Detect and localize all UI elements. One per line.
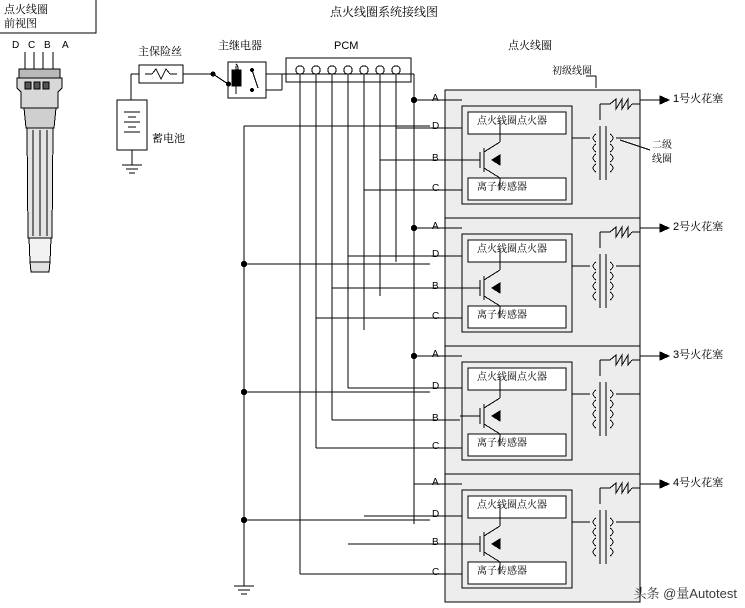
spark-plug-2-label: 2号火花塞 [673,221,724,233]
coil3-pin-c: C [432,441,440,452]
coil1-igniter-label: 点火线圈点火器 [477,116,547,127]
coil-block-1 [364,90,669,218]
coil2-igniter-label: 点火线圈点火器 [477,244,547,255]
spark-plug-4-label: 4号火花塞 [673,477,724,489]
main-relay-symbol [200,62,414,98]
battery-symbol [117,100,147,173]
coil1-pin-d: D [432,121,440,132]
coil2-pin-a: A [432,221,439,232]
main-fuse-label: 主保险丝 [138,46,182,58]
panel-title-line1: 点火线圈 [4,4,48,16]
secondary-coil-label-1: 二级 [652,140,672,151]
coil-block-4 [300,474,669,602]
watermark: 头条 @量Autotest [633,586,737,601]
coil-block-2 [316,218,669,346]
coil4-pin-d: D [432,509,440,520]
spark-plug-1-label: 1号火花塞 [673,93,724,105]
primary-coil-label: 初级线圈 [552,66,592,77]
secondary-coil-label-2: 线圈 [652,154,672,165]
spark-plug-3-label: 3号火花塞 [673,349,724,361]
connector-pin-b: B [44,40,51,51]
coil4-pin-a: A [432,477,439,488]
diagram-title: 点火线圈系统接线图 [330,5,439,19]
coil3-pin-b: B [432,413,439,424]
coil4-ion-sensor-label: 离子传感器 [477,566,527,577]
coil4-pin-c: C [432,567,440,578]
coil3-ion-sensor-label: 离子传感器 [477,438,527,449]
coil2-pin-b: B [432,281,439,292]
coil1-pin-a: A [432,93,439,104]
pcm-label: PCM [334,40,359,52]
coil-block-3 [316,346,669,474]
connector-illustration [17,52,62,272]
coil3-pin-a: A [432,349,439,360]
coil2-pin-d: D [432,249,440,260]
power-trunk [411,74,416,524]
coil2-pin-c: C [432,311,440,322]
coil3-pin-d: D [432,381,440,392]
coil1-ion-sensor-label: 离子传感器 [477,182,527,193]
coil1-pin-b: B [432,153,439,164]
coil1-pin-c: C [432,183,440,194]
connector-pin-c: C [28,40,36,51]
coil3-igniter-label: 点火线圈点火器 [477,372,547,383]
main-relay-label: 主继电器 [218,40,262,52]
panel-title-line2: 前视图 [4,18,37,30]
main-fuse-symbol [131,65,200,100]
connector-pin-d: D [12,40,20,51]
coil4-pin-b: B [432,537,439,548]
coil2-ion-sensor-label: 离子传感器 [477,310,527,321]
coil4-igniter-label: 点火线圈点火器 [477,500,547,511]
pcm-bus-lines [300,74,396,574]
battery-label: 蓄电池 [152,133,185,145]
connector-pin-a: A [62,40,69,51]
ignition-coil-label: 点火线圈 [508,40,552,52]
